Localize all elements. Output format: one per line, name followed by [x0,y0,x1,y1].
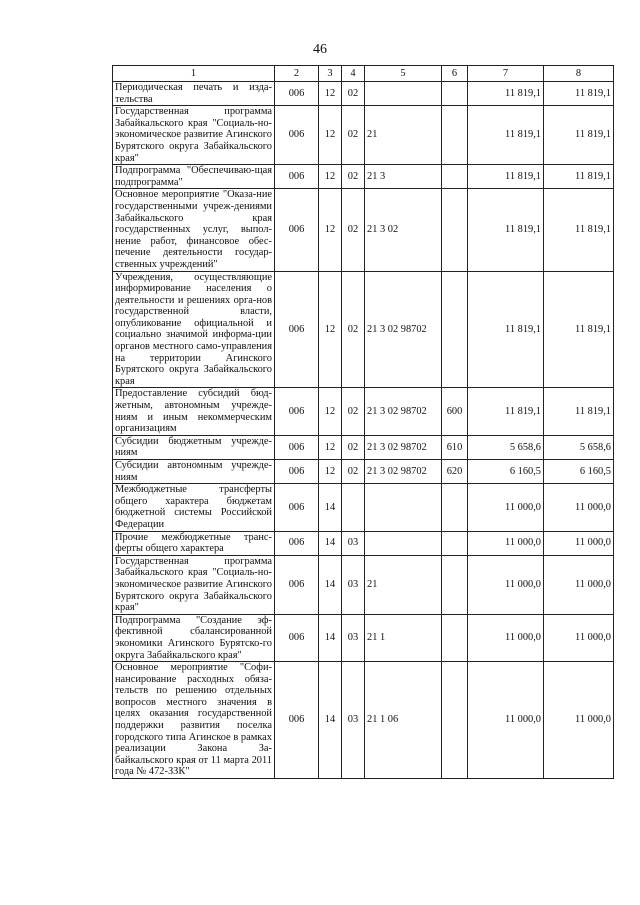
cell-amount-1: 11 819,1 [468,189,544,271]
cell-expense-type [442,189,468,271]
header-cell: 2 [275,66,319,82]
cell-target-article: 21 3 02 [365,189,442,271]
header-cell: 6 [442,66,468,82]
row-name: Предоставление субсидий бюд-жетным, автономным учрежде-ниям и иным некоммерческим организациям [113,388,275,435]
cell-target-article: 21 1 06 [365,662,442,779]
cell-expense-type [442,82,468,106]
table-row [113,189,614,271]
cell-section: 12 [319,106,342,165]
cell-amount-2: 11 819,1 [544,106,614,165]
row-name: Субсидии автономным учрежде-ниям [113,460,275,484]
cell-target-article: 21 3 02 98702 [365,388,442,435]
cell-amount-2: 11 000,0 [544,555,614,614]
header-cell: 7 [468,66,544,82]
cell-ministry: 006 [275,435,319,459]
cell-amount-2: 11 000,0 [544,531,614,555]
cell-target-article: 21 3 02 98702 [365,435,442,459]
cell-target-article: 21 3 [365,165,442,189]
cell-expense-type [442,484,468,531]
row-name: Основное мероприятие "Оказа-ние государственными учреж-дениями Забайкальского края государственных услуг, выпол-нение работ, финансовое обес-печение деятельности государ-ственных учреждений" [113,189,275,271]
budget-table [112,65,614,779]
cell-subsection: 03 [342,662,365,779]
cell-ministry: 006 [275,662,319,779]
cell-section: 12 [319,460,342,484]
table-row [113,614,614,661]
row-name: Периодическая печать и изда-тельства [113,82,275,106]
cell-amount-2: 6 160,5 [544,460,614,484]
header-cell: 3 [319,66,342,82]
cell-subsection: 02 [342,189,365,271]
cell-expense-type: 610 [442,435,468,459]
cell-subsection: 03 [342,555,365,614]
cell-section: 14 [319,555,342,614]
cell-expense-type [442,662,468,779]
table-row [113,662,614,779]
cell-target-article [365,531,442,555]
cell-section: 14 [319,662,342,779]
cell-ministry: 006 [275,271,319,388]
cell-target-article [365,484,442,531]
cell-section: 14 [319,531,342,555]
cell-expense-type [442,271,468,388]
cell-subsection: 02 [342,165,365,189]
header-cell: 8 [544,66,614,82]
cell-amount-2: 11 819,1 [544,271,614,388]
row-name: Учреждения, осуществляющие информирование населения о деятельности и решениях орга-нов государственной власти, опубликование официальной и социально значимой информа-ции органов местного само-управления на территории Агинского Бурятского округа Забайкальского края [113,271,275,388]
cell-section: 12 [319,165,342,189]
cell-section: 12 [319,435,342,459]
header-cell: 1 [113,66,275,82]
cell-target-article: 21 3 02 98702 [365,271,442,388]
cell-subsection: 03 [342,531,365,555]
cell-amount-2: 11 000,0 [544,614,614,661]
cell-target-article: 21 [365,106,442,165]
row-name: Государственная программа Забайкальского края "Социаль-но-экономическое развитие Агинского Бурятского округа Забайкальского края" [113,555,275,614]
cell-expense-type [442,165,468,189]
table-row [113,165,614,189]
cell-expense-type [442,614,468,661]
cell-subsection: 02 [342,435,365,459]
cell-ministry: 006 [275,460,319,484]
cell-subsection: 02 [342,388,365,435]
cell-amount-1: 6 160,5 [468,460,544,484]
cell-section: 14 [319,614,342,661]
table-header-row [113,66,614,82]
cell-amount-1: 11 819,1 [468,82,544,106]
header-cell: 5 [365,66,442,82]
cell-section: 14 [319,484,342,531]
row-name: Подпрограмма "Создание эф-фективной сбалансированной экономики Агинского Бурятско-го округа Забайкальского края" [113,614,275,661]
cell-expense-type: 600 [442,388,468,435]
cell-section: 12 [319,388,342,435]
cell-amount-2: 11 000,0 [544,662,614,779]
cell-amount-1: 11 000,0 [468,555,544,614]
cell-ministry: 006 [275,82,319,106]
cell-target-article: 21 3 02 98702 [365,460,442,484]
row-name: Субсидии бюджетным учрежде-ниям [113,435,275,459]
cell-subsection: 02 [342,460,365,484]
row-name: Межбюджетные трансферты общего характера бюджетам бюджетной системы Российской Федерации [113,484,275,531]
table-row [113,82,614,106]
table-row [113,531,614,555]
cell-amount-1: 11 819,1 [468,165,544,189]
table-row [113,435,614,459]
cell-expense-type [442,531,468,555]
cell-ministry: 006 [275,165,319,189]
row-name: Подпрограмма "Обеспечиваю-щая подпрограмма" [113,165,275,189]
cell-ministry: 006 [275,484,319,531]
cell-amount-1: 11 819,1 [468,106,544,165]
table-row [113,106,614,165]
cell-ministry: 006 [275,614,319,661]
page-number: 46 [313,42,327,57]
cell-expense-type [442,555,468,614]
cell-amount-2: 11 819,1 [544,189,614,271]
row-name: Государственная программа Забайкальского края "Социаль-но-экономическое развитие Агинского Бурятского округа Забайкальского края" [113,106,275,165]
cell-section: 12 [319,189,342,271]
cell-target-article [365,82,442,106]
cell-amount-1: 11 000,0 [468,614,544,661]
row-name: Прочие межбюджетные транс-ферты общего характера [113,531,275,555]
cell-expense-type [442,106,468,165]
cell-ministry: 006 [275,189,319,271]
table-row [113,484,614,531]
cell-amount-2: 11 000,0 [544,484,614,531]
cell-subsection: 03 [342,614,365,661]
cell-ministry: 006 [275,531,319,555]
cell-subsection: 02 [342,271,365,388]
table-row [113,555,614,614]
cell-section: 12 [319,82,342,106]
cell-subsection: 02 [342,82,365,106]
cell-amount-1: 11 819,1 [468,388,544,435]
cell-expense-type: 620 [442,460,468,484]
cell-subsection [342,484,365,531]
cell-ministry: 006 [275,555,319,614]
cell-amount-1: 11 000,0 [468,662,544,779]
cell-amount-1: 11 000,0 [468,484,544,531]
cell-target-article: 21 1 [365,614,442,661]
header-cell: 4 [342,66,365,82]
cell-ministry: 006 [275,106,319,165]
cell-ministry: 006 [275,388,319,435]
cell-target-article: 21 [365,555,442,614]
table-row [113,271,614,388]
table-row [113,388,614,435]
cell-amount-1: 11 819,1 [468,271,544,388]
cell-section: 12 [319,271,342,388]
row-name: Основное мероприятие "Софи-нансирование расходных обяза-тельств по решению отдельных вопросов местного значения в целях оказания государственной поддержки развития поселка городского типа Агинское в рамках реализации Закона За-байкальского края от 11 марта 2011 года № 472-ЗЗК" [113,662,275,779]
cell-amount-2: 11 819,1 [544,388,614,435]
cell-amount-2: 11 819,1 [544,165,614,189]
cell-subsection: 02 [342,106,365,165]
cell-amount-1: 11 000,0 [468,531,544,555]
cell-amount-2: 11 819,1 [544,82,614,106]
table-row [113,460,614,484]
cell-amount-1: 5 658,6 [468,435,544,459]
cell-amount-2: 5 658,6 [544,435,614,459]
